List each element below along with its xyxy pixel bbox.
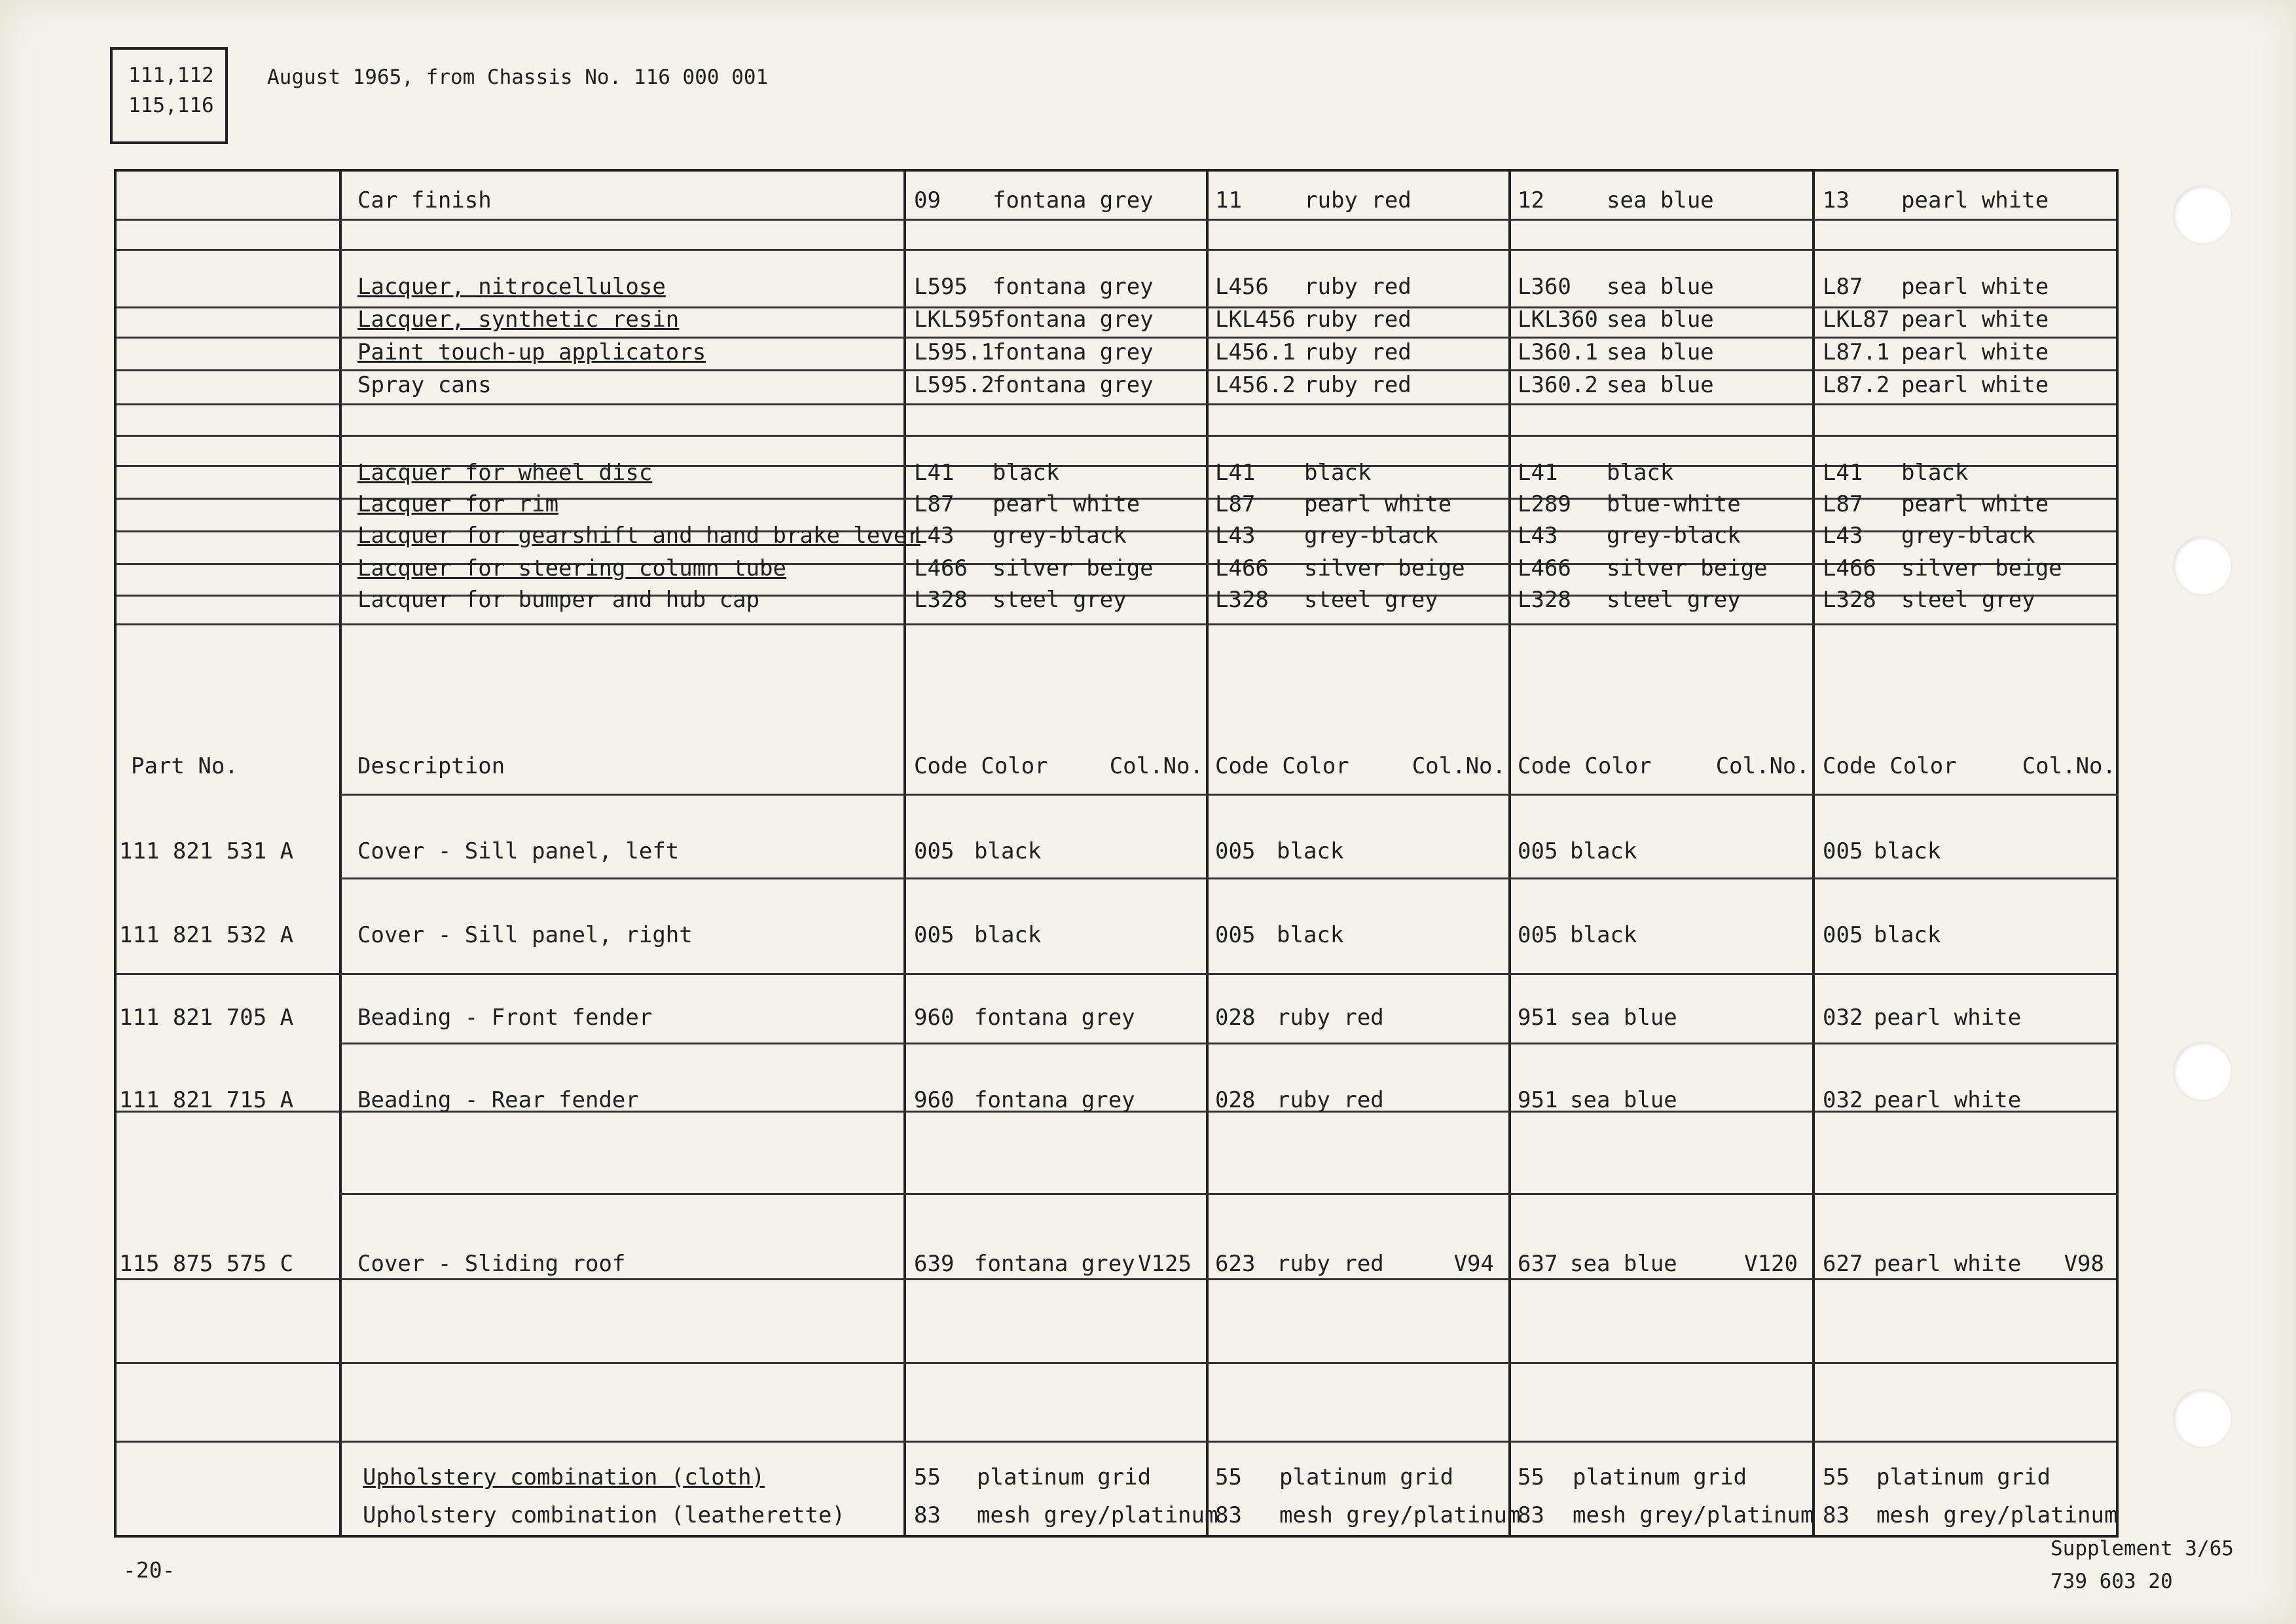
finish-name-11: ruby red [1304,187,1412,213]
part-color-name: black [1277,838,1344,864]
component-code: L41 [1518,460,1558,486]
component-label: Lacquer for bumper and hub cap [357,587,760,613]
lacquer-label: Lacquer, synthetic resin [357,306,680,333]
component-code: L328 [1518,587,1571,613]
part-description: Beading - Rear fender [357,1087,639,1113]
component-code: L43 [914,523,955,549]
lacquer-color: pearl white [1901,372,2049,398]
lacquer-code: L87 [1823,274,1863,300]
model-line-1: 111,112 [128,64,214,87]
component-color: silver beige [1901,555,2062,581]
part-color-name: black [974,922,1042,948]
column-divider [1812,172,1815,1535]
part-color-name: black [1277,922,1344,948]
lacquer-code: L87.2 [1823,372,1890,398]
component-color: grey-black [1901,523,2035,549]
finish-name-09: fontana grey [993,187,1154,213]
col-no-header: Col.No. [1412,753,1506,779]
upholstery-name: mesh grey/platinum [1876,1502,2118,1528]
column-divider [339,172,342,1535]
row-divider [117,435,2116,437]
part-color-name: black [974,838,1042,864]
row-divider [339,1043,2119,1044]
part-description: Cover - Sill panel, right [357,922,693,948]
lacquer-color: sea blue [1607,339,1714,365]
part-col-no: V120 [1744,1251,1798,1277]
component-color: steel grey [1901,587,2035,613]
validity-heading: August 1965, from Chassis No. 116 000 001 [267,65,769,89]
part-color-code: 032 [1823,1087,1863,1113]
component-code: L289 [1518,491,1571,517]
part-color-name: black [1874,922,1941,948]
component-code: L43 [1823,523,1863,549]
column-divider [1206,172,1209,1535]
component-code: L466 [1215,555,1269,581]
upholstery-name: mesh grey/platinum [1279,1502,1521,1528]
component-code: L41 [914,460,955,486]
lacquer-color: pearl white [1901,306,2049,333]
document-number: 739 603 20 [2050,1570,2173,1593]
col-no-header: Col.No. [1715,753,1810,779]
page-number: -20- [123,1557,175,1583]
punch-hole-1 [2174,186,2231,244]
component-code: L466 [1518,555,1571,581]
part-number: 111 821 532 A [119,922,294,948]
col-no-header: Col.No. [1109,753,1203,779]
part-number: 111 821 531 A [119,838,294,864]
component-color: pearl white [1901,491,2049,517]
part-color-name: pearl white [1874,1251,2022,1277]
punch-hole-3 [2174,1043,2231,1100]
lacquer-code: L456.1 [1215,339,1296,365]
code-color-header: Code Color [1215,753,1349,779]
finish-code-12: 12 [1518,187,1544,213]
part-color-code: 005 [914,922,955,948]
lacquer-color: ruby red [1304,306,1412,333]
component-color: silver beige [1304,555,1465,581]
code-color-header: Code Color [1823,753,1957,779]
upholstery-code: 83 [1215,1502,1242,1528]
lacquer-label: Lacquer, nitrocellulose [357,274,666,300]
component-label: Lacquer for rim [357,491,559,517]
row-divider [339,877,2119,879]
upholstery-label: Upholstery combination (leatherette) [363,1502,845,1528]
upholstery-code: 55 [1215,1464,1242,1490]
upholstery-code: 55 [914,1464,941,1490]
component-code: L328 [914,587,968,613]
component-code: L87 [914,491,955,517]
lacquer-code: LKL87 [1823,306,1890,333]
row-divider [117,623,2116,625]
part-color-code: 005 [1518,838,1558,864]
component-code: L43 [1518,523,1558,549]
part-color-name: black [1570,838,1637,864]
punch-hole-4 [2174,1390,2231,1447]
model-line-2: 115,116 [128,94,214,117]
row-divider [117,337,2116,339]
component-code: L328 [1215,587,1269,613]
part-color-name: ruby red [1277,1251,1384,1277]
upholstery-name: platinum grid [1876,1464,2051,1490]
part-color-code: 623 [1215,1251,1256,1277]
upholstery-name: mesh grey/platinum [977,1502,1218,1528]
component-color: silver beige [1607,555,1768,581]
component-code: L43 [1215,523,1256,549]
part-color-code: 005 [1215,922,1256,948]
part-color-code: 028 [1215,1005,1256,1031]
lacquer-color: fontana grey [993,339,1154,365]
component-label: Lacquer for wheel disc [357,460,653,486]
lacquer-color: ruby red [1304,274,1412,300]
part-col-no: V94 [1453,1251,1494,1277]
part-color-name: fontana grey [974,1005,1135,1031]
part-description: Cover - Sliding roof [357,1251,626,1277]
component-code: L87 [1823,491,1863,517]
lacquer-color: fontana grey [993,274,1154,300]
lacquer-color: fontana grey [993,372,1154,398]
component-color: grey-black [1304,523,1438,549]
upholstery-name: platinum grid [977,1464,1152,1490]
lacquer-label: Paint touch-up applicators [357,339,706,365]
code-color-header: Code Color [1518,753,1652,779]
part-color-name: ruby red [1277,1005,1384,1031]
part-color-name: sea blue [1570,1251,1677,1277]
part-color-code: 005 [914,838,955,864]
finish-name-12: sea blue [1607,187,1714,213]
lacquer-code: L87.1 [1823,339,1890,365]
lacquer-code: L456.2 [1215,372,1296,398]
part-number: 111 821 705 A [119,1005,294,1031]
finish-name-13: pearl white [1901,187,2049,213]
component-color: steel grey [1304,587,1438,613]
finish-code-11: 11 [1215,187,1242,213]
component-label: Lacquer for gearshift and hand brake lever [357,523,920,549]
part-color-name: ruby red [1277,1087,1384,1113]
lacquer-code: LKL456 [1215,306,1296,333]
component-color: black [1304,460,1372,486]
row-divider [117,369,2116,371]
model-box [110,47,228,144]
part-color-name: black [1570,922,1637,948]
part-color-name: fontana grey [974,1087,1135,1113]
part-color-code: 005 [1823,838,1863,864]
lacquer-color: sea blue [1607,372,1714,398]
component-color: blue-white [1607,491,1741,517]
component-code: L41 [1823,460,1863,486]
code-color-header: Code Color [914,753,1048,779]
lacquer-color: fontana grey [993,306,1154,333]
part-color-code: 960 [914,1005,955,1031]
upholstery-code: 55 [1823,1464,1850,1490]
part-color-name: fontana grey [974,1251,1135,1277]
lacquer-code: L360.2 [1518,372,1598,398]
row-divider [117,1362,2116,1364]
upholstery-label: Upholstery combination (cloth) [363,1464,765,1490]
lacquer-code: L595 [914,274,968,300]
part-number: 115 875 575 C [119,1251,294,1277]
component-color: grey-black [993,523,1127,549]
component-color: grey-black [1607,523,1741,549]
part-color-name: sea blue [1570,1005,1677,1031]
lacquer-code: L360 [1518,274,1571,300]
lacquer-code: LKL360 [1518,306,1598,333]
component-code: L466 [1823,555,1876,581]
component-color: black [1901,460,1969,486]
part-color-name: black [1874,838,1941,864]
component-color: pearl white [993,491,1140,517]
lacquer-code: L456 [1215,274,1269,300]
row-divider [117,1441,2116,1443]
row-divider [117,1278,2116,1280]
part-color-code: 028 [1215,1087,1256,1113]
part-color-code: 005 [1518,922,1558,948]
car-finish-label: Car finish [357,187,492,213]
row-divider [117,219,2116,221]
part-color-name: sea blue [1570,1087,1677,1113]
part-col-no: V98 [2064,1251,2104,1277]
component-color: black [993,460,1060,486]
component-color: black [1607,460,1674,486]
lacquer-label: Spray cans [357,372,492,398]
column-divider [903,172,906,1535]
part-color-code: 951 [1518,1005,1558,1031]
part-color-code: 951 [1518,1087,1558,1113]
finish-code-09: 09 [914,187,941,213]
punch-hole-2 [2174,537,2231,595]
upholstery-name: mesh grey/platinum [1573,1502,1814,1528]
lacquer-color: pearl white [1901,274,2049,300]
row-divider [117,403,2116,405]
footer-reference [2050,1532,2234,1598]
description-header: Description [357,753,505,779]
col-no-header: Col.No. [2022,753,2116,779]
lacquer-code: L360.1 [1518,339,1598,365]
lacquer-color: sea blue [1607,274,1714,300]
lacquer-color: sea blue [1607,306,1714,333]
part-color-code: 032 [1823,1005,1863,1031]
component-color: steel grey [993,587,1127,613]
row-divider [339,1193,2119,1195]
finish-code-13: 13 [1823,187,1850,213]
part-col-no: V125 [1138,1251,1192,1277]
part-no-header: Part No. [131,753,238,779]
part-color-name: pearl white [1874,1087,2022,1113]
upholstery-name: platinum grid [1279,1464,1454,1490]
lacquer-color: pearl white [1901,339,2049,365]
component-color: silver beige [993,555,1154,581]
lacquer-color: ruby red [1304,372,1412,398]
part-color-code: 637 [1518,1251,1558,1277]
part-number: 111 821 715 A [119,1087,294,1113]
row-divider [117,973,2116,975]
lacquer-code: L595.1 [914,339,994,365]
component-color: pearl white [1304,491,1452,517]
part-color-code: 960 [914,1087,955,1113]
part-color-code: 627 [1823,1251,1863,1277]
column-divider [1508,172,1511,1535]
upholstery-code: 83 [914,1502,941,1528]
upholstery-name: platinum grid [1573,1464,1747,1490]
supplement-label: Supplement 3/65 [2050,1537,2234,1560]
component-label: Lacquer for steering column tube [357,555,787,581]
lacquer-color: ruby red [1304,339,1412,365]
part-color-code: 639 [914,1251,955,1277]
lacquer-code: L595.2 [914,372,994,398]
component-code: L466 [914,555,968,581]
upholstery-code: 55 [1518,1464,1544,1490]
part-color-name: pearl white [1874,1005,2022,1031]
component-code: L41 [1215,460,1256,486]
part-description: Beading - Front fender [357,1005,653,1031]
component-color: steel grey [1607,587,1741,613]
part-color-code: 005 [1215,838,1256,864]
row-divider [339,794,2119,796]
part-description: Cover - Sill panel, left [357,838,680,864]
lacquer-code: LKL595 [914,306,994,333]
component-code: L87 [1215,491,1256,517]
upholstery-code: 83 [1823,1502,1850,1528]
row-divider [117,249,2116,251]
upholstery-code: 83 [1518,1502,1544,1528]
color-parts-table [114,169,2119,1538]
component-code: L328 [1823,587,1876,613]
part-color-code: 005 [1823,922,1863,948]
